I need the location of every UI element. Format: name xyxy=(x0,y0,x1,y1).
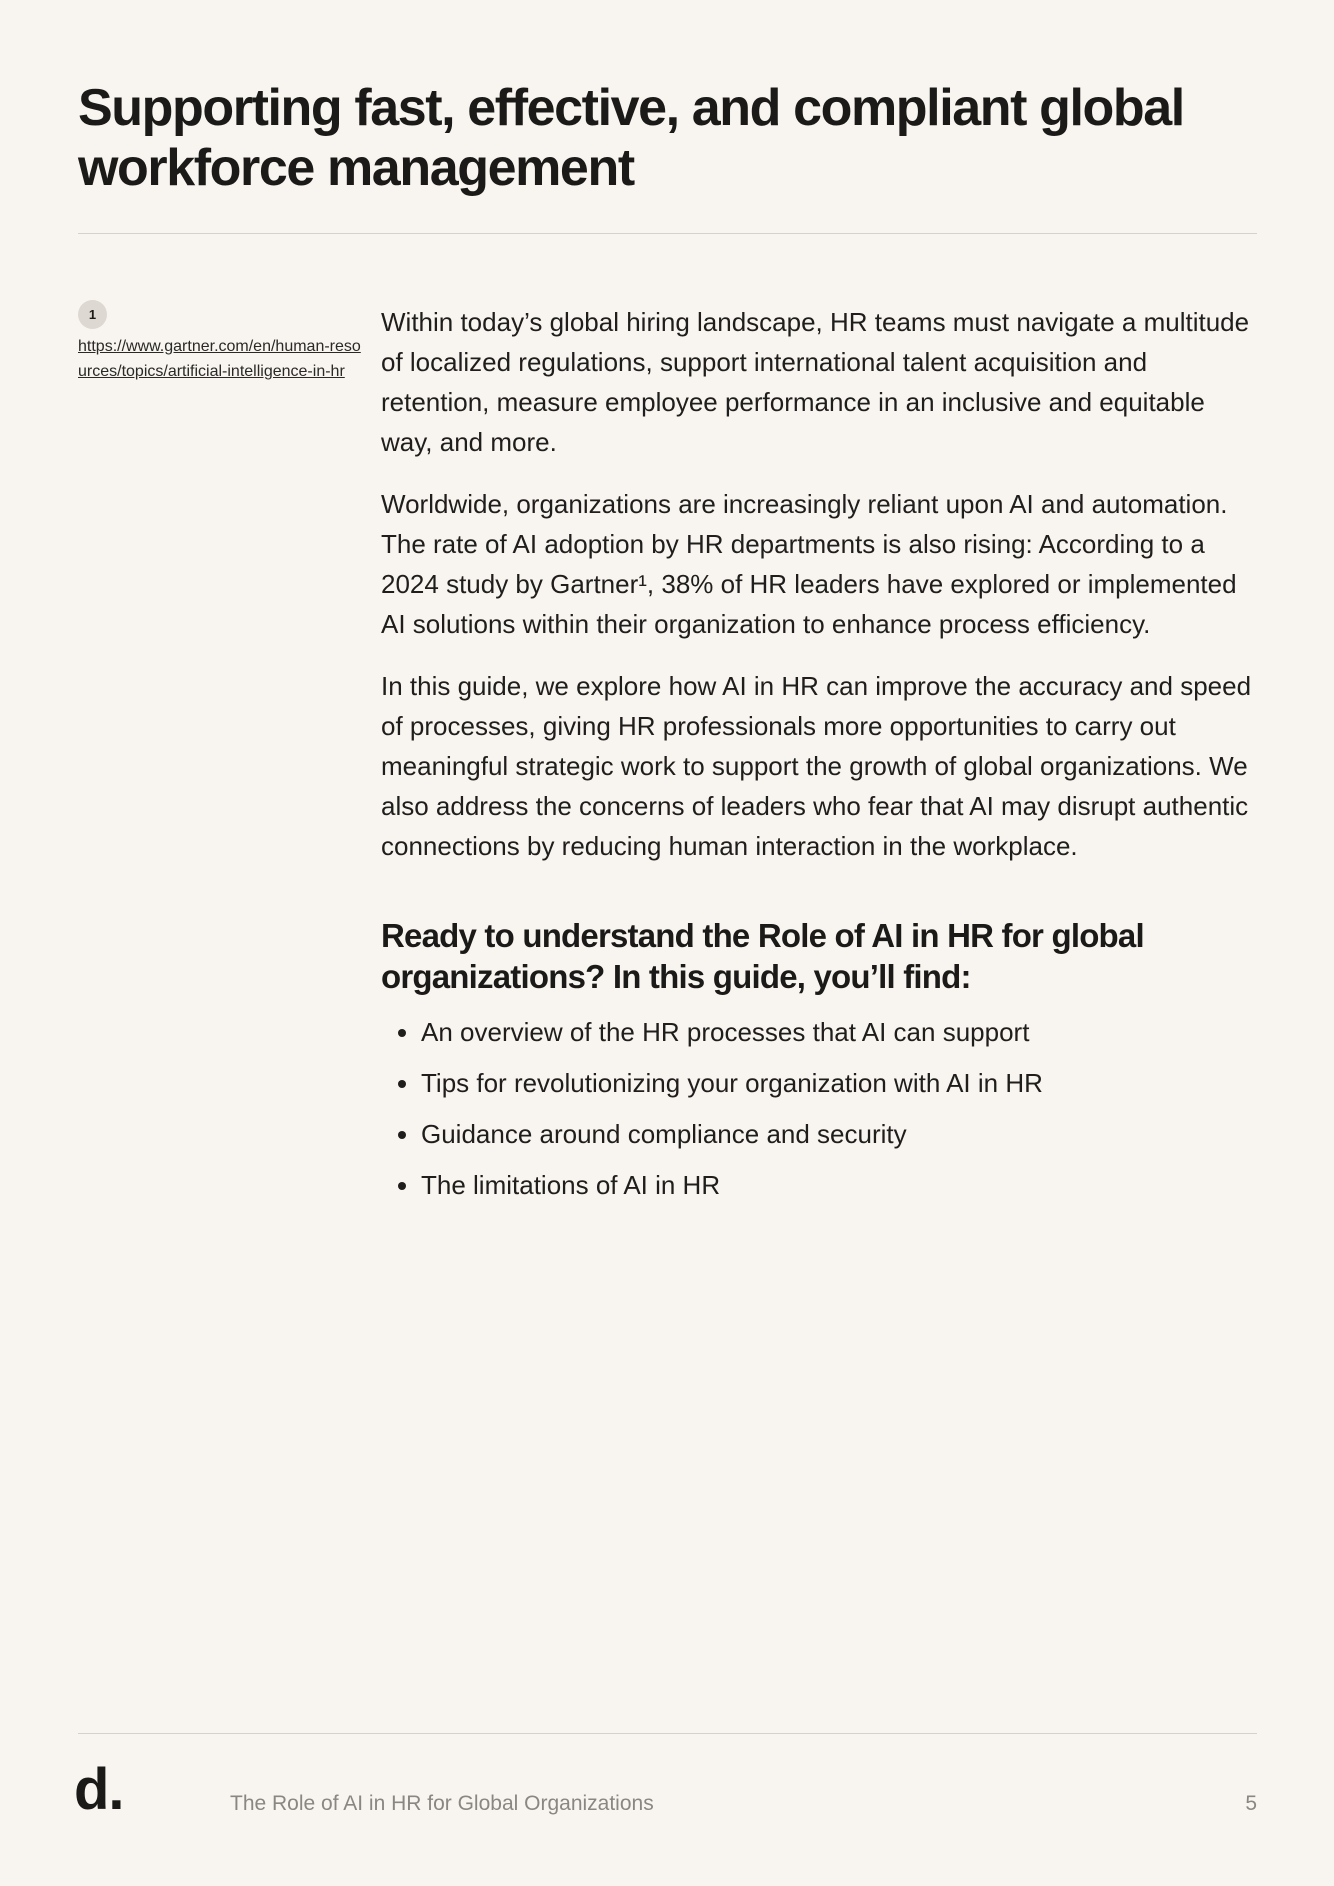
brand-logo: d. xyxy=(74,1757,124,1822)
footnote xyxy=(78,300,368,384)
guide-contents-list xyxy=(381,1007,1261,1211)
footer-divider xyxy=(78,1733,1257,1734)
list-item: • The limitations of AI in HR xyxy=(421,1160,1261,1211)
page-number: 5 xyxy=(1245,1792,1257,1815)
footer-document-title: The Role of AI in HR for Global Organizations xyxy=(230,1792,654,1815)
footnote-number-badge: 1 xyxy=(78,300,107,329)
footnote-link[interactable]: https://www.gartner.com/en/human-resources/topics/artificial-intelligence-in-hr xyxy=(78,338,361,380)
list-item: • An overview of the HR processes that AI can support xyxy=(421,1007,1261,1058)
body-paragraph: Within today’s global hiring landscape, HR teams must navigate a multitude of localized regulations, support international talent acquisition and retention, measure employee performance in an inclusive and equitable way, and more. xyxy=(381,307,1250,457)
body-paragraph: In this guide, we explore how AI in HR can improve the accuracy and speed of processes, giving HR professionals more opportunities to carry out meaningful strategic work to support the growth of global organizations. We also address the concerns of leaders who fear that AI may disrupt authentic connections by reducing human interaction in the workplace. xyxy=(381,671,1252,861)
page-title: Supporting fast, effective, and compliant global workforce management xyxy=(78,79,1184,197)
guide-subheading: Ready to understand the Role of AI in HR for global organizations? In this guide, you’ll find: xyxy=(381,917,1144,995)
header-divider xyxy=(78,233,1257,234)
list-item: • Guidance around compliance and security xyxy=(421,1109,1261,1160)
main-content xyxy=(381,302,1261,1211)
body-paragraph: Worldwide, organizations are increasingly reliant upon AI and automation. The rate of AI adoption by HR departments is also rising: According to a 2024 study by Gartner¹, 38% of HR leaders have explored or implemented AI solutions within their organization to enhance process efficiency. xyxy=(381,489,1237,639)
list-item: • Tips for revolutionizing your organization with AI in HR xyxy=(421,1058,1261,1109)
